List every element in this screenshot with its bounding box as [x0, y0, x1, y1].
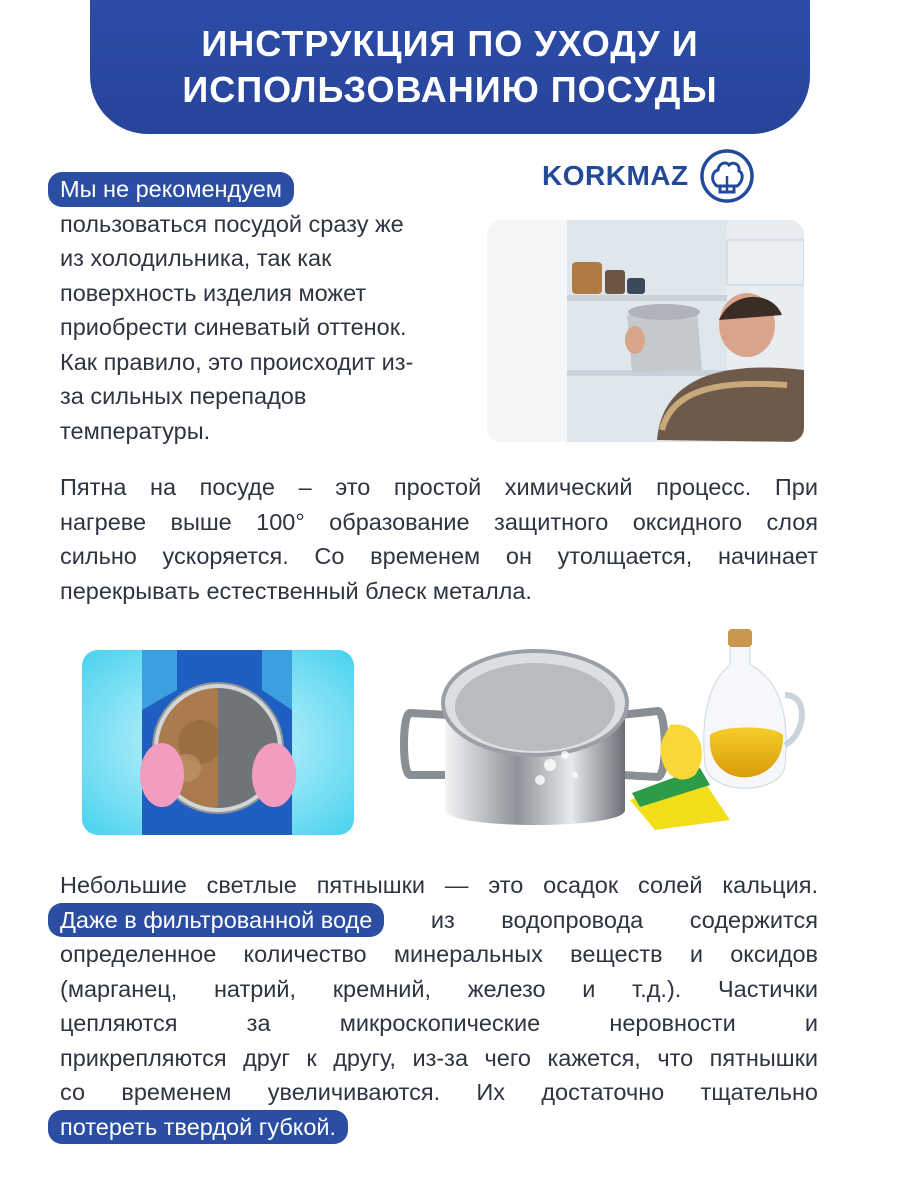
page-title-line-1: ИНСТРУКЦИЯ ПО УХОДУ И [201, 23, 699, 64]
text-line: из холодильника, так как [60, 245, 332, 271]
section-stains-text [60, 470, 818, 608]
text-line: перекрывать естественный блеск металла. [60, 577, 532, 604]
text-line: Как правило, это происходит из- [60, 348, 414, 375]
text-line: пользоваться посудой сразу же [60, 210, 404, 237]
pot-and-cleaning-photo [400, 625, 810, 835]
highlight-filtered-water: Даже в фильтрованной воде [48, 903, 384, 938]
text-line: со временем увеличиваются. Их достаточно тщательно [60, 1079, 818, 1105]
text-line: прикрепляются друг к другу, из-за чего кажется, что пятнышки [60, 1044, 818, 1071]
text-line: приобрести синеватый оттенок. [60, 314, 407, 340]
text-line: поверхность изделия может [60, 279, 367, 306]
section-spots-text [60, 868, 818, 1144]
text-line-highlight [60, 1110, 818, 1145]
highlight-not-recommended: Мы не рекомендуем [48, 172, 294, 207]
text-line: за сильных перепадов [60, 383, 307, 409]
highlight-hard-sponge: потереть твердой губкой. [48, 1110, 348, 1145]
text-line: температуры. [60, 417, 211, 444]
text-line: Пятна на посуде – это простой химический процесс. При [60, 474, 818, 500]
section-fridge-text [60, 172, 480, 448]
fridge-photo [487, 220, 804, 442]
header-banner [90, 0, 810, 134]
pan-comparison-photo [82, 650, 354, 835]
page-title-line-2: ИСПОЛЬЗОВАНИЮ ПОСУДЫ [182, 69, 718, 110]
text-line: цепляются за микроскопические неровности и [60, 1010, 818, 1036]
text-line: (марганец, натрий, кремний, железо и т.д.). Частички [60, 975, 818, 1002]
text-line: определенное количество минеральных веществ и оксидов [60, 941, 818, 967]
text-fragment: из водопровода содержится [384, 906, 818, 933]
brand-logo [542, 148, 755, 204]
text-line: сильно ускоряется. Со временем он утолщается, начинает [60, 543, 818, 569]
brand-name: KORKMAZ [542, 160, 689, 191]
text-line: нагреве выше 100° образование защитного оксидного слоя [60, 508, 818, 535]
text-line: Небольшие светлые пятнышки — это осадок солей кальция. [60, 872, 818, 898]
text-line-with-highlight [60, 903, 818, 938]
chef-hat-icon [699, 148, 755, 204]
